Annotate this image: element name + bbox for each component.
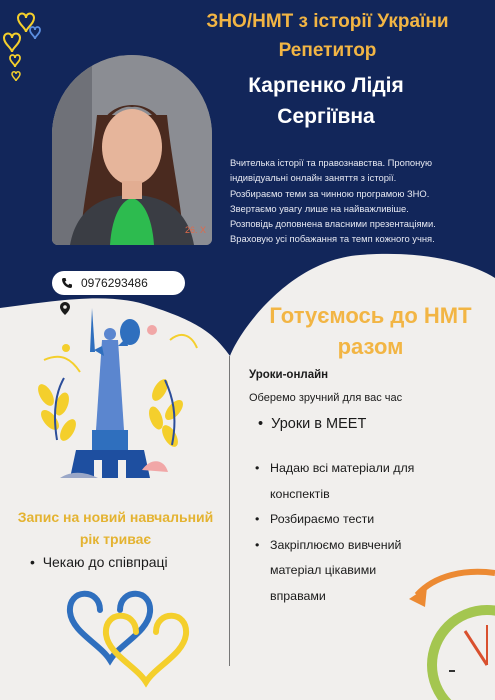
page-title: ЗНО/НМТ з історії України (206, 11, 449, 32)
list-item: • Розбираємо тести (255, 507, 475, 533)
list-item: • Надаю всі матеріали для (255, 456, 475, 482)
bio-line: Розбираємо теми за чинною програмою ЗНО. (230, 187, 430, 199)
bio-line: Вчителька історії та правознавства. Пропоную (230, 157, 433, 168)
phone-pill[interactable] (52, 271, 185, 295)
tutor-name-line2: Сергіївна (277, 105, 375, 128)
list-item-continuation: вправами (270, 588, 326, 603)
bio-line: Звертаємо увагу лише на найважливіше. (230, 202, 409, 214)
meet-bullet-text: Уроки в MEET (271, 416, 367, 432)
cooperation-bullet: • Чекаю до співпраці (30, 554, 168, 570)
bio-line: Враховую усі побажання та темп кожного учня. (230, 233, 435, 245)
tutor-photo (52, 55, 212, 245)
clock-icon (405, 565, 495, 700)
enrollment-line1: Запис на новий навчальний (17, 509, 214, 525)
enrollment-line2: рік триває (79, 531, 152, 547)
list-item: • Закріплюємо вивчений (255, 533, 475, 559)
cooperation-text: Чекаю до співпраці (42, 554, 168, 570)
bio-text (230, 155, 492, 247)
motherland-monument-illustration (32, 300, 202, 500)
meet-bullet: • Уроки в MEET (258, 416, 367, 432)
hearts-decoration-icon (0, 0, 50, 90)
list-item-continuation: матеріал цікавими (270, 563, 377, 577)
tutor-name-line1: Карпенко Лідія (248, 74, 404, 97)
photo-stamp: 26. X (184, 225, 206, 235)
tutor-name (236, 70, 416, 132)
prep-heading (258, 300, 483, 362)
lessons-online-label: Уроки-онлайн (249, 369, 329, 381)
bio-line: Розповідь доповнена власними презентаціями. (230, 218, 436, 230)
vertical-divider (229, 356, 230, 666)
prep-heading-line1: Готуємось до НМТ (269, 303, 472, 328)
list-item-continuation: конспектів (270, 486, 330, 501)
phone-icon (61, 277, 73, 289)
phone-number: 0976293486 (81, 276, 148, 290)
schedule-text: Оберемо зручний для вас час (249, 392, 403, 404)
blue-yellow-hearts-icon (60, 580, 200, 690)
bio-line: індивідуальні онлайн заняття з історії. (230, 172, 397, 184)
enrollment-heading (8, 506, 223, 550)
page-subtitle: Репетитор (278, 40, 377, 61)
portrait-image (52, 55, 212, 245)
prep-heading-line2: разом (337, 334, 404, 359)
